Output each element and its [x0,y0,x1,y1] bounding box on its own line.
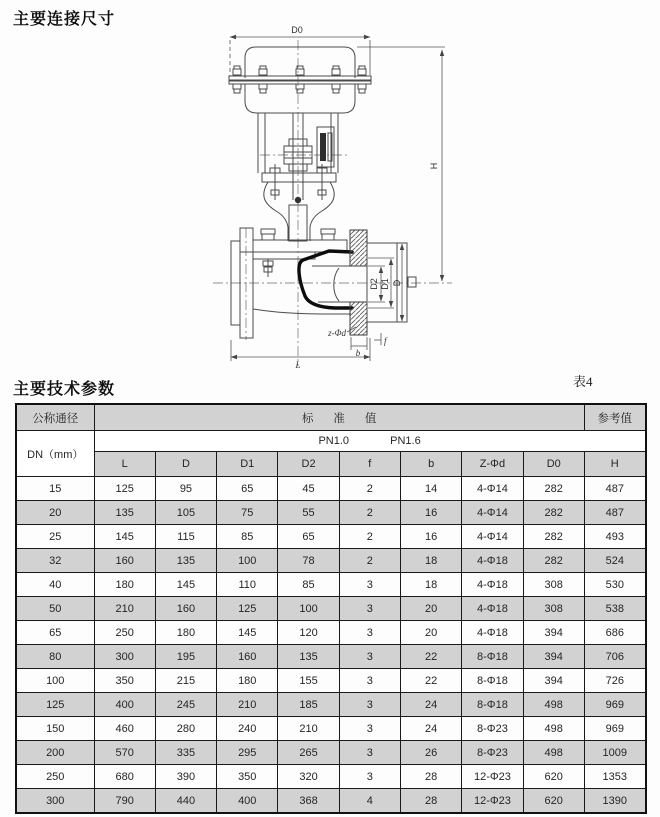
dim-label-d: D [392,279,402,287]
value-cell: 282 [523,477,584,501]
table-row [16,573,646,597]
value-cell: 4-Φ18 [462,549,523,573]
value-cell: 135 [94,501,155,525]
dn-cell: 15 [16,477,94,501]
value-cell: 145 [94,525,155,549]
value-cell: 440 [155,789,216,814]
value-cell: 105 [155,501,216,525]
table-row [16,597,646,621]
value-cell: 3 [339,645,400,669]
dim-label-d2: D2 [369,278,379,290]
value-cell: 115 [155,525,216,549]
dn-cell: 80 [16,645,94,669]
value-cell: 282 [523,501,584,525]
standard-value-title-cell: 标准值 [94,404,584,431]
value-cell: 14 [400,477,461,501]
value-cell: 308 [523,597,584,621]
value-cell: 400 [217,789,278,814]
value-cell: 155 [278,669,339,693]
value-cell: 570 [94,741,155,765]
dn-cell: 150 [16,717,94,741]
value-cell: 100 [278,597,339,621]
dim-label-f: f [384,336,387,346]
value-cell: 24 [400,693,461,717]
table-row [16,693,646,717]
value-cell: 210 [217,693,278,717]
value-cell: 487 [584,477,645,501]
table-header-row-3 [16,452,646,477]
value-cell: 180 [155,621,216,645]
value-cell: 100 [217,549,278,573]
value-cell: 28 [400,789,461,814]
value-cell: 16 [400,501,461,525]
value-cell: 460 [94,717,155,741]
value-cell: 160 [94,549,155,573]
value-cell: 493 [584,525,645,549]
table-row [16,477,646,501]
value-cell: 12-Φ23 [462,789,523,814]
value-cell: 390 [155,765,216,789]
value-cell: 282 [523,549,584,573]
dim-label-h: H [429,162,439,170]
value-cell: 4 [339,789,400,814]
value-cell: 282 [523,525,584,549]
value-cell: 680 [94,765,155,789]
value-cell: 250 [94,621,155,645]
column-header: D1 [217,452,278,477]
value-cell: 145 [155,573,216,597]
value-cell: 45 [278,477,339,501]
dn-cell: 40 [16,573,94,597]
value-cell: 3 [339,573,400,597]
value-cell: 1009 [584,741,645,765]
value-cell: 55 [278,501,339,525]
value-cell: 135 [155,549,216,573]
value-cell: 1390 [584,789,645,814]
dim-label-b: b [355,348,361,358]
table-header-row-1 [16,404,646,431]
value-cell: 706 [584,645,645,669]
table-row [16,765,646,789]
column-header: b [400,452,461,477]
table-header-row-2 [16,431,646,452]
dim-label-d0: D0 [291,25,303,35]
value-cell: 95 [155,477,216,501]
value-cell: 20 [400,597,461,621]
value-cell: 145 [217,621,278,645]
value-cell: 498 [523,741,584,765]
value-cell: 530 [584,573,645,597]
value-cell: 394 [523,621,584,645]
value-cell: 280 [155,717,216,741]
value-cell: 3 [339,741,400,765]
value-cell: 969 [584,717,645,741]
table-row [16,621,646,645]
value-cell: 3 [339,669,400,693]
value-cell: 524 [584,549,645,573]
value-cell: 4-Φ14 [462,525,523,549]
value-cell: 686 [584,621,645,645]
value-cell: 295 [217,741,278,765]
dn-cell: 125 [16,693,94,717]
value-cell: 20 [400,621,461,645]
value-cell: 2 [339,549,400,573]
table-row [16,549,646,573]
value-cell: 195 [155,645,216,669]
value-cell: 125 [94,477,155,501]
value-cell: 335 [155,741,216,765]
section-title-technical-parameters: 主要技术参数 [13,381,116,398]
value-cell: 120 [278,621,339,645]
dn-cell: 25 [16,525,94,549]
value-cell: 65 [217,477,278,501]
value-cell: 210 [94,597,155,621]
value-cell: 4-Φ18 [462,621,523,645]
value-cell: 538 [584,597,645,621]
value-cell: 26 [400,741,461,765]
value-cell: 22 [400,669,461,693]
dn-title-cell: 公称通径 [16,404,94,431]
value-cell: 320 [278,765,339,789]
value-cell: 65 [278,525,339,549]
value-cell: 498 [523,717,584,741]
column-header: D0 [523,452,584,477]
value-cell: 8-Φ23 [462,717,523,741]
right-flange-section-upper [350,230,367,266]
reference-value-title-cell: 参考值 [584,404,645,431]
dn-cell: 50 [16,597,94,621]
value-cell: 3 [339,765,400,789]
dn-cell: 100 [16,669,94,693]
pn16-label: PN1.6 [390,435,421,447]
value-cell: 240 [217,717,278,741]
dn-cell: 65 [16,621,94,645]
value-cell: 85 [278,573,339,597]
table-number-tag: 表4 [573,374,593,389]
value-cell: 24 [400,717,461,741]
value-cell: 620 [523,765,584,789]
value-cell: 3 [339,621,400,645]
dn-cell: 250 [16,765,94,789]
value-cell: 487 [584,501,645,525]
dim-label-l: L [295,360,301,370]
table-row [16,645,646,669]
value-cell: 308 [523,573,584,597]
value-cell: 4-Φ18 [462,573,523,597]
column-header: D [155,452,216,477]
dn-unit-cell: DN（mm） [16,431,94,477]
value-cell: 22 [400,645,461,669]
value-cell: 16 [400,525,461,549]
value-cell: 8-Φ18 [462,693,523,717]
table-row [16,717,646,741]
value-cell: 18 [400,573,461,597]
pn-rating-cell [94,431,646,452]
value-cell: 2 [339,501,400,525]
value-cell: 78 [278,549,339,573]
pn10-label: PN1.0 [318,435,350,447]
column-header: Z-Φd [462,452,523,477]
value-cell: 3 [339,597,400,621]
value-cell: 28 [400,765,461,789]
value-cell: 110 [217,573,278,597]
value-cell: 210 [278,717,339,741]
value-cell: 3 [339,717,400,741]
value-cell: 620 [523,789,584,814]
value-cell: 394 [523,669,584,693]
value-cell: 1353 [584,765,645,789]
table-row [16,525,646,549]
value-cell: 160 [155,597,216,621]
valve-drawing [0,0,660,372]
value-cell: 8-Φ18 [462,645,523,669]
value-cell: 4-Φ14 [462,477,523,501]
value-cell: 85 [217,525,278,549]
value-cell: 8-Φ23 [462,741,523,765]
value-cell: 3 [339,693,400,717]
value-cell: 75 [217,501,278,525]
value-cell: 160 [217,645,278,669]
value-cell: 265 [278,741,339,765]
dn-cell: 32 [16,549,94,573]
value-cell: 18 [400,549,461,573]
actuator [229,47,371,113]
value-cell: 4-Φ18 [462,597,523,621]
value-cell: 300 [94,645,155,669]
value-cell: 180 [217,669,278,693]
value-cell: 350 [217,765,278,789]
value-cell: 245 [155,693,216,717]
value-cell: 4-Φ14 [462,501,523,525]
dn-cell: 20 [16,501,94,525]
table-row [16,669,646,693]
dim-label-z-phi-d: z-Φd [328,328,346,338]
right-flange-section-lower [350,302,367,335]
value-cell: 400 [94,693,155,717]
column-header: f [339,452,400,477]
dimension-lines [230,25,445,370]
value-cell: 215 [155,669,216,693]
value-cell: 125 [217,597,278,621]
table-row [16,789,646,814]
value-cell: 394 [523,645,584,669]
value-cell: 12-Φ23 [462,765,523,789]
value-cell: 185 [278,693,339,717]
value-cell: 135 [278,645,339,669]
value-cell: 790 [94,789,155,814]
value-cell: 350 [94,669,155,693]
dim-label-d1: D1 [380,278,390,290]
diaphragm-lining [299,251,352,308]
value-cell: 180 [94,573,155,597]
value-cell: 368 [278,789,339,814]
column-header: D2 [278,452,339,477]
value-cell: 2 [339,525,400,549]
value-cell: 969 [584,693,645,717]
dn-cell: 200 [16,741,94,765]
dn-cell: 300 [16,789,94,814]
section-title-connection-dimensions: 主要连接尺寸 [13,11,116,28]
value-cell: 498 [523,693,584,717]
column-header: L [94,452,155,477]
table-row [16,741,646,765]
value-cell: 8-Φ18 [462,669,523,693]
value-cell: 726 [584,669,645,693]
value-cell: 2 [339,477,400,501]
table-row [16,501,646,525]
parameters-table [15,403,647,814]
column-header: H [584,452,645,477]
